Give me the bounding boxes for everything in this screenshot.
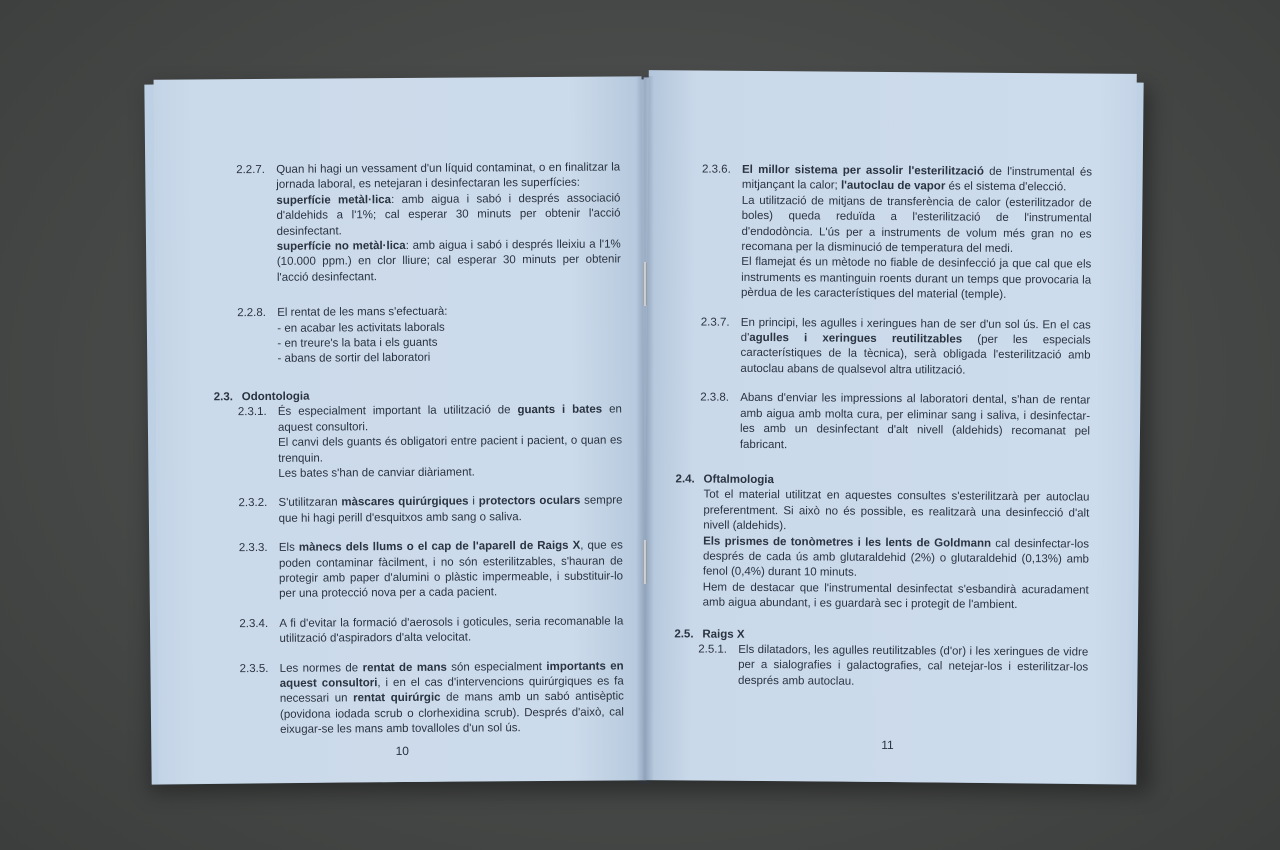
item-number: 2.3.3. (238, 542, 268, 555)
item-body (278, 494, 622, 527)
item-body (280, 659, 625, 738)
item-body (278, 403, 623, 482)
text: en aquest consultori. (277, 403, 622, 434)
item-2-3-2 (238, 494, 622, 527)
bold-term: superfície no metàl·lica (276, 239, 406, 253)
item-number: 2.2.7. (236, 163, 266, 177)
list-line: - abans de sortir del laboratori (277, 352, 431, 366)
text: : amb aigua i sabó i després lleixiu a l'1% (10.000 ppm.) en clor lliure; cal esperar 30 minuts per obtenir l'acció desinfectant. (276, 238, 621, 284)
item-body (277, 304, 621, 368)
item-2-3-1 (238, 403, 623, 483)
item-body (276, 160, 621, 286)
item-number: 2.3.5. (239, 662, 269, 675)
paragraph: El rentat de les mans s'efectuarà: (277, 305, 448, 320)
section-number: 2.5. (674, 627, 694, 641)
left-page-content (212, 160, 624, 752)
book-gutter (636, 76, 654, 784)
item-body (738, 643, 1088, 692)
bold-term: agulles i xeringues reutilitzables (749, 331, 963, 346)
text: és el sistema d'elecció. (945, 180, 1067, 194)
bold-term: superfície metàl·lica (276, 193, 392, 207)
right-page (643, 70, 1137, 784)
item-2-3-8 (700, 391, 1090, 456)
item-number: 2.3.4. (239, 617, 269, 630)
bold-term: protectors oculars (478, 495, 581, 508)
item-body (740, 315, 1090, 379)
paragraph: Els dilatadors, les agulles reutilitzables (d'or) i les xeringues de vidre per a sialografies i galactografies, cal netejar-los i esterilitzar-los després amb autoclau. (737, 643, 1089, 688)
item-body (740, 391, 1090, 455)
staple-bottom (643, 540, 647, 584)
text: són especialment (446, 660, 547, 674)
item-body (279, 539, 623, 603)
text: S'utilitzaran (278, 496, 342, 510)
paragraph (276, 191, 620, 240)
item-number: 2.2.8. (237, 307, 267, 320)
item-number: 2.3.1. (237, 406, 267, 419)
bold-term: rentat de mans (362, 661, 447, 674)
text: sempre que hi hagi perill d'esquitxos amb sang o saliva. (278, 494, 623, 525)
item-2-3-4 (239, 614, 623, 647)
bold-term: màscares quirúrgiques (341, 495, 469, 509)
text: (per les especials característiques de la tècnica), serà obligada l'esterilització amb autoclau abans de qualsevol altra utilització. (740, 333, 1091, 377)
paragraph: El canvi dels guants és obligatori entre pacient i pacient, o quan es trenquin. (278, 434, 623, 465)
item-body (741, 163, 1092, 304)
item-number: 2.3.2. (238, 497, 268, 510)
section-number: 2.4. (675, 473, 695, 486)
item-number: 2.3.7. (700, 316, 730, 329)
section-title: Oftalmologia (703, 473, 774, 486)
text: de mans amb un sabó antisèptic (povidona iodada scrub o clorhexidina scrub). Després d'això, cal eixugar-se les mans amb tovalloles d'un sol ús. (279, 690, 625, 737)
text: Les normes de (279, 661, 363, 675)
list-line: - en acabar les activitats laborals (277, 321, 445, 335)
bold-term: guants i bates (517, 403, 603, 417)
item-2-5-1 (698, 642, 1088, 691)
paragraph (278, 403, 622, 436)
section-number: 2.3. (213, 391, 233, 404)
bold-term: Els prismes de tonòmetres i les lents de Goldmann (703, 535, 992, 550)
bold-term: mànecs dels llums o el cap de l'aparell de Raigs X (298, 539, 581, 554)
item-number: 2.5.1. (698, 643, 728, 656)
page-number: 11 (881, 737, 894, 753)
item-2-3-3 (239, 539, 623, 603)
text: : amb aigua i sabó i després associació d'aldehids a l'1%; cal esperar 30 minuts per obtenir l'acció desinfectant. (276, 192, 621, 238)
paragraph (279, 539, 623, 603)
paragraph: Tot el material utilitzat en aquestes consultes s'esterilitzarà per autoclau preferentment. Si això no és possible, es realitzarà una desinfecció d'alt nivell (aldehids). (703, 488, 1090, 533)
section-heading-2-4 (676, 472, 1090, 491)
text: Els (278, 541, 299, 554)
item-number: 2.3.8. (700, 391, 730, 405)
text: , que es poden contaminar fàcilment, i no són esterilitzables, s'hauran de protegir amb paper d'alumini o plàstic impermeable, i substituir-lo per una protecció nova per a cada pacient. (278, 539, 624, 601)
paragraph: Les bates s'han de canviar diàriament. (278, 466, 475, 480)
paragraph: Abans d'enviar les impressions al laboratori dental, s'han de rentar amb aigua amb molta cura, per eliminar sang i saliva, i desinfectar-les amb un desinfectant d'alt nivell (aldehids) recomanat pel fabricant. (739, 392, 1091, 451)
text: i (468, 495, 479, 508)
item-2-3-6 (701, 163, 1092, 305)
paragraph (742, 163, 1092, 197)
list-line: - en treure's la bata i els guants (277, 336, 438, 350)
paragraph: A fi d'evitar la formació d'aerosols i goticules, seria recomanable la utilització d'aspiradors d'alta velocitat. (279, 615, 624, 646)
paragraph: Quan hi hagi un vessament d'un líquid contaminat, o en finalitzar la jornada laboral, es netejaran i desinfectaran les superfícies: (276, 161, 621, 192)
paragraph: La utilització de mitjans de transferència de calor (esterilitzador de boles) queda reduïda a l'esterilització de l'instrumental d'endodòncia. L'ús per a instruments de volum més gran no es recomana per la disminució de temperatura del medi. (741, 194, 1092, 255)
paragraph: Hem de destacar que l'instrumental desinfectat s'esbandirà acuradament amb aigua abundant, i es guardarà sec i protegit de l'ambient. (702, 581, 1089, 612)
item-2-3-5 (240, 659, 625, 739)
paragraph (280, 659, 625, 738)
bold-term: importants en aquest consultori (279, 660, 624, 690)
item-2-3-7 (700, 315, 1090, 380)
bold-term: l'autoclau de vapor (840, 180, 946, 193)
paragraph (278, 494, 622, 527)
text: En principi, les agulles i xeringues han de ser d'un sol ús. En el cas d' (740, 316, 1091, 344)
item-number: 2.3.6. (701, 163, 731, 176)
text: És especialment important la utilització de (277, 404, 518, 419)
section-body-2-4 (703, 488, 1090, 614)
item-body (279, 614, 623, 647)
text: , i en el cas d'intervencions quirúrgiques es fa necessari un (279, 675, 624, 706)
bold-term: rentat quirúrgic (353, 692, 441, 705)
paragraph (703, 534, 1089, 583)
text: cal desinfectar-los després de cada ús amb glutaraldehid (2%) o glutaraldehid (0,13%) amb fenol (0,4%) durant 10 minuts. (702, 537, 1090, 580)
section-title: Odontologia (241, 390, 310, 403)
paragraph (740, 315, 1090, 379)
paragraph (277, 237, 621, 286)
bold-term: El millor sistema per assolir l'esterilització (741, 163, 984, 178)
staple-top (643, 262, 647, 306)
page-number: 10 (395, 743, 409, 759)
item-2-2-8 (237, 304, 621, 368)
item-2-2-7 (236, 160, 621, 286)
paragraph: El flamejat és un mètode no fiable de desinfecció ja que cal que els instruments es mantinguin roents durant un temps que provocaria la pèrdua de les característiques del material (temple). (741, 256, 1092, 302)
right-page-content (674, 162, 1092, 705)
left-page (154, 76, 647, 783)
text: de l'instrumental és mitjançant la calor; (741, 165, 1093, 193)
section-title: Raigs X (702, 628, 745, 641)
